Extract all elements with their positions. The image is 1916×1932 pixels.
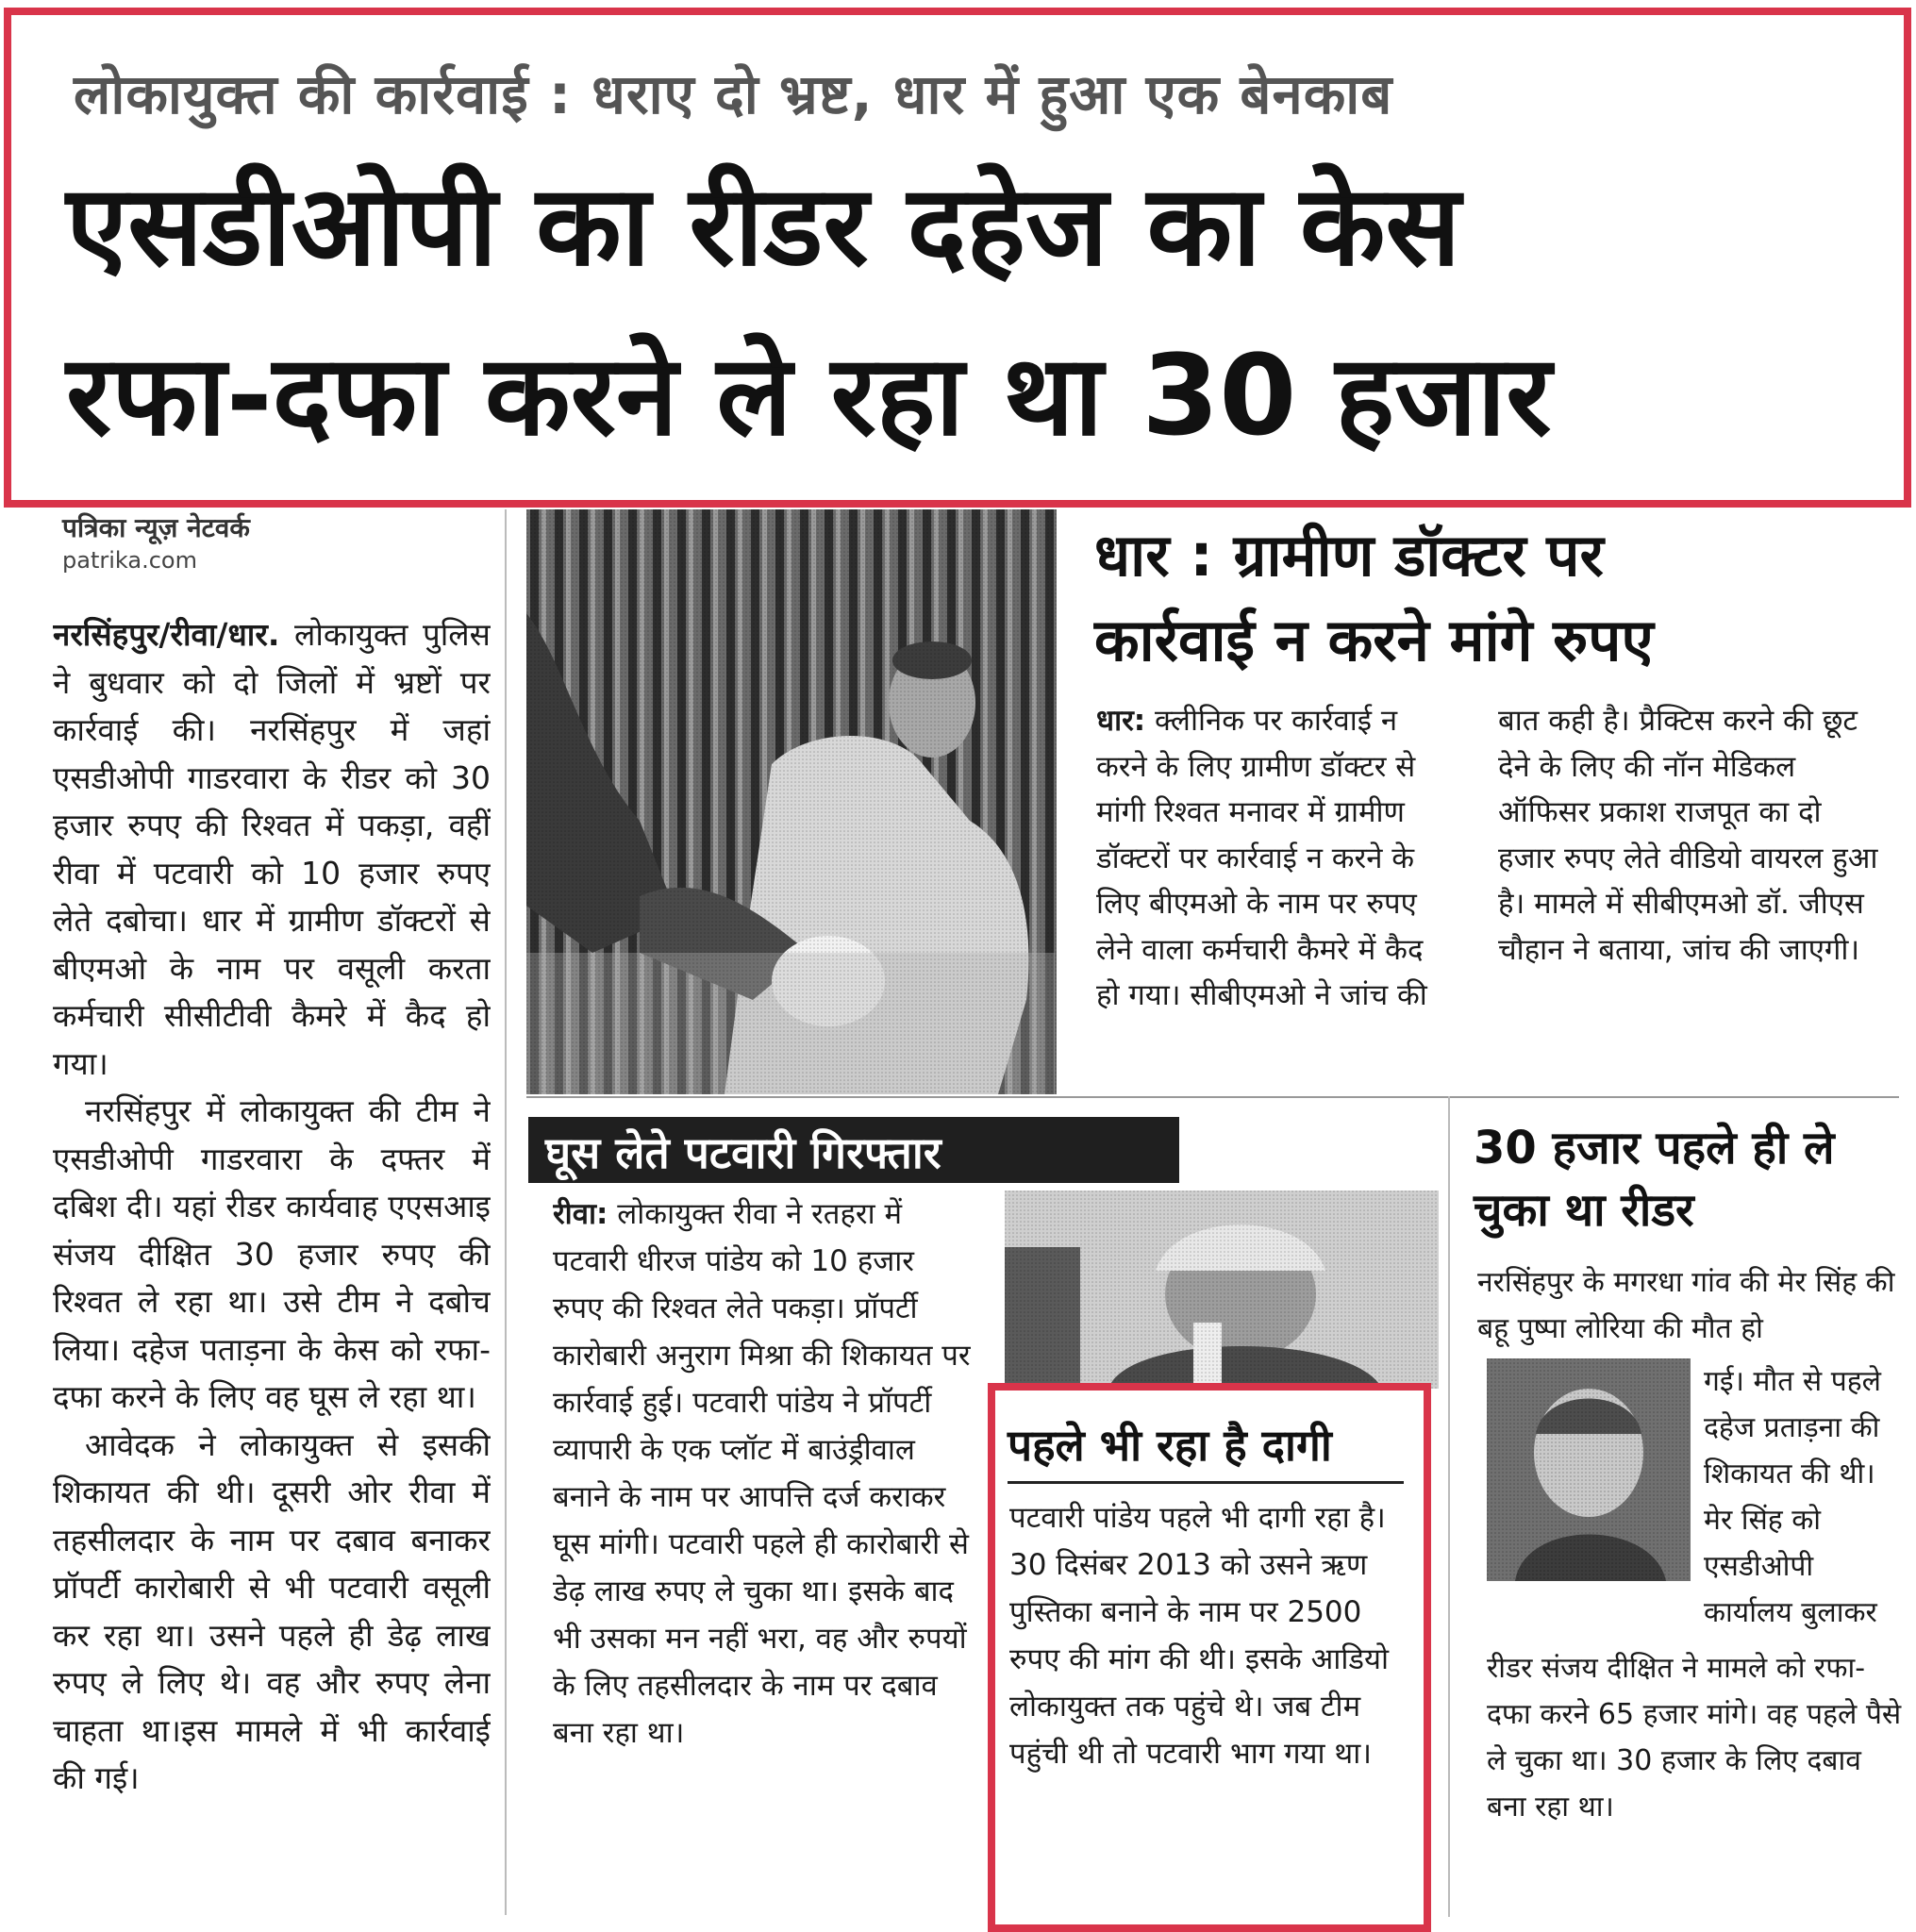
patwari-story-body [553,1191,972,1870]
dhar-story-col-2: बात कही है। प्रैक्टिस करने की छूट देने के लिए की नॉन मेडिकल ऑफिसर प्रकाश राजपूत का दो हजार रुपए लेते वीडियो वायरल हुआ है। मामले में सीबीएमओ डॉ. जीएस चौहान ने बताया, जांच की जाएगी। [1498,704,1878,967]
byline: पत्रिका न्यूज़ नेटवर्क [62,512,250,543]
column-divider-right [1448,1096,1450,1917]
reader-mugshot [1487,1358,1691,1581]
main-news-photo [526,509,1057,1094]
main-story-paragraph-2: नरसिंहपुर में लोकायुक्त की टीम ने एसडीओपी गाडरवारा के दफ्तर में दबिश दी। यहां रीडर कार्यवाह एएसआइ संजय दीक्षित 30 हजार रुपए की रिश्वत ले रहा था। उसे टीम ने दबोच लिया। दहेज पताड़ना के केस को रफा-दफा करने के लिए वह घूस ले रहा था। [53,1092,491,1415]
tainted-box-heading: पहले भी रहा है दागी [1008,1420,1332,1471]
horizontal-divider [526,1096,1899,1098]
patwari-banner-headline: घूस लेते पटवारी गिरफ्तार [528,1117,1179,1183]
reader-story-bottom: रीडर संजय दीक्षित ने मामले को रफा-दफा करने 65 हजार मांगे। वह पहले पैसे ले चुका था। 30 हजार के लिए दबाव बना रहा था। [1487,1652,1902,1824]
kicker-line: लोकायुक्त की कार्रवाई : धराए दो भ्रष्ट, धार में हुआ एक बेनकाब [74,62,1393,126]
dhar-dateline: धार: [1096,704,1146,738]
main-story-body [53,611,491,1875]
main-story-paragraph-1: लोकायुक्त पुलिस ने बुधवार को दो जिलों में भ्रष्टों पर कार्रवाई की। नरसिंहपुर में जहां एसडीओपी गाडरवारा के रीडर को 30 हजार रुपए की रिश्वत में पकड़ा, वहीं रीवा में पटवारी को 10 हजार रुपए लेते दबोचा। धार में ग्रामीण डॉक्टरों से बीएमओ के नाम पर वसूली करता कर्मचारी सीसीटीवी कैमरे में कैद हो गया। [53,616,491,1082]
byline-site: patrika.com [62,547,197,574]
dhar-story-col-1 [1096,698,1455,1066]
reader-headline-line-1: 30 हजार पहले ही ले [1474,1122,1835,1174]
patwari-dateline: रीवा: [553,1197,608,1231]
reader-story-top: नरसिंहपुर के मगरधा गांव की मेर सिंह की बहू पुष्पा लोरिया की मौत हो [1477,1266,1895,1345]
main-headline-line-1: एसडीओपी का रीडर दहेज का केस [66,160,1461,291]
tainted-heading-underline [1008,1481,1404,1484]
main-story-paragraph-3: आवेदक ने लोकायुक्त से इसकी शिकायत की थी। दूसरी ओर रीवा में तहसीलदार के नाम पर दबाव बनाकर प्रॉपर्टी कारोबारी से भी पटवारी वसूली कर रहा था। उसने पहले ही डेढ़ लाख रुपए ले लिए थे। वह और रुपए लेना चाहता था।इस मामले में भी कार्रवाई की गई। [53,1425,491,1796]
patwari-story-text: लोकायुक्त रीवा ने रतहरा में पटवारी धीरज पांडेय को 10 हजार रुपए की रिश्वत लेते पकड़ा। प्रॉपर्टी कारोबारी अनुराग मिश्रा की शिकायत पर कार्रवाई हुई। पटवारी पांडेय ने प्रॉपर्टी व्यापारी के एक प्लॉट में बाउंड्रीवाल बनाने के नाम पर आपत्ति दर्ज कराकर घूस मांगी। पटवारी पहले ही कारोबारी से डेढ़ लाख रुपए ले चुका था। इसके बाद भी उसका मन नहीं भरा, वह और रुपयों के लिए तहसीलदार के नाम पर दबाव बना रहा था। [553,1197,971,1750]
tainted-box-body: पटवारी पांडेय पहले भी दागी रहा है। 30 दिसंबर 2013 को उसने ऋण पुस्तिका बनाने के नाम पर 2500 रुपए की मांग की थी। इसके आडियो लोकायुक्त तक पहुंचे थे। जब टीम पहुंची थी तो पटवारी भाग गया था। [1009,1501,1389,1771]
reader-story-beside-photo: गई। मौत से पहले दहेज प्रताड़ना की शिकायत की थी। मेर सिंह को एसडीओपी कार्यालय बुलाकर [1704,1365,1881,1629]
column-divider-left [505,509,507,1915]
reader-headline-line-2: चुका था रीडर [1474,1184,1694,1237]
main-story-dateline: नरसिंहपुर/रीवा/धार. [53,616,280,653]
dhar-headline-line-1: धार : ग्रामीण डॉक्टर पर [1094,521,1604,590]
main-headline-line-2: रफा-दफा करने ले रहा था 30 हजार [66,330,1552,460]
dhar-story-text-1: क्लीनिक पर कार्रवाई न करने के लिए ग्रामीण डॉक्टर से मांगी रिश्वत मनावर में ग्रामीण डॉक्टरों पर कार्रवाई न करने के लिए बीएमओ के नाम पर रुपए लेने वाला कर्मचारी कैमरे में कैद हो गया। सीबीएमओ ने जांच की [1096,704,1427,1012]
dhar-headline-line-2: कार्रवाई न करने मांगे रुपए [1094,606,1654,675]
patwari-photo [1005,1191,1439,1389]
